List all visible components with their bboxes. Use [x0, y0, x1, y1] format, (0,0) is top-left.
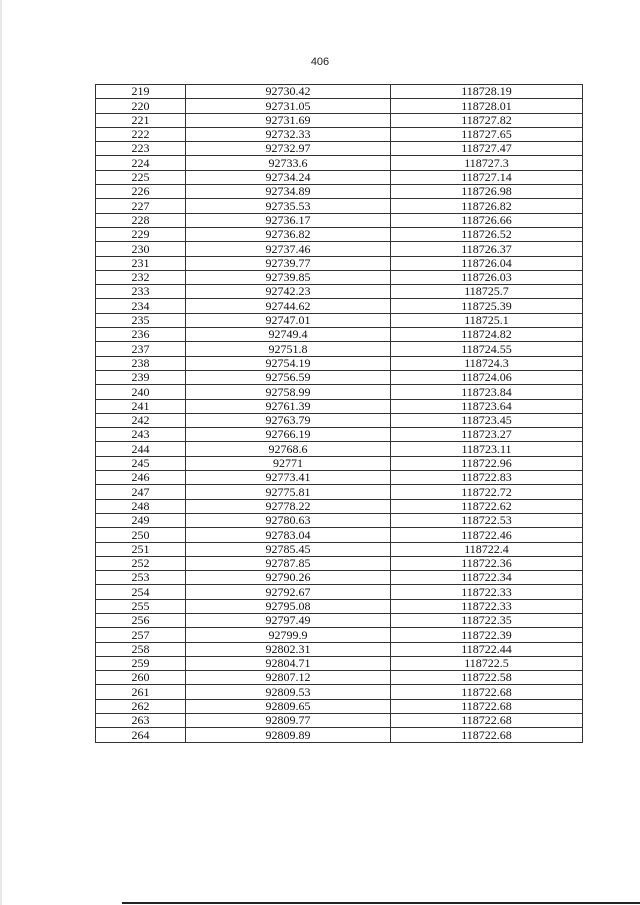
x-coordinate-cell: 92802.31	[186, 642, 391, 656]
table-row	[96, 628, 583, 642]
point-id-cell: 226	[96, 185, 186, 199]
x-coordinate-cell: 92731.05	[186, 99, 391, 113]
table-row	[96, 485, 583, 499]
y-coordinate-cell: 118726.04	[391, 256, 583, 270]
table-row	[96, 185, 583, 199]
y-coordinate-cell: 118726.52	[391, 227, 583, 241]
table-row	[96, 285, 583, 299]
x-coordinate-cell: 92792.67	[186, 585, 391, 599]
table-row	[96, 342, 583, 356]
table-row	[96, 227, 583, 241]
table-row	[96, 399, 583, 413]
x-coordinate-cell: 92732.97	[186, 142, 391, 156]
point-id-cell: 256	[96, 613, 186, 627]
point-id-cell: 261	[96, 685, 186, 699]
table-row	[96, 313, 583, 327]
y-coordinate-cell: 118724.06	[391, 370, 583, 384]
x-coordinate-cell: 92778.22	[186, 499, 391, 513]
point-id-cell: 219	[96, 85, 186, 99]
point-id-cell: 254	[96, 585, 186, 599]
point-id-cell: 238	[96, 356, 186, 370]
point-id-cell: 241	[96, 399, 186, 413]
table-row	[96, 99, 583, 113]
y-coordinate-cell: 118722.68	[391, 699, 583, 713]
point-id-cell: 253	[96, 571, 186, 585]
bottom-rule	[122, 902, 640, 904]
point-id-cell: 249	[96, 513, 186, 527]
x-coordinate-cell: 92731.69	[186, 113, 391, 127]
y-coordinate-cell: 118726.03	[391, 270, 583, 284]
point-id-cell: 233	[96, 285, 186, 299]
y-coordinate-cell: 118727.65	[391, 127, 583, 141]
y-coordinate-cell: 118725.7	[391, 285, 583, 299]
point-id-cell: 264	[96, 728, 186, 742]
table-row	[96, 499, 583, 513]
table-row	[96, 428, 583, 442]
y-coordinate-cell: 118722.46	[391, 528, 583, 542]
point-id-cell: 242	[96, 413, 186, 427]
y-coordinate-cell: 118725.39	[391, 299, 583, 313]
point-id-cell: 252	[96, 556, 186, 570]
x-coordinate-cell: 92754.19	[186, 356, 391, 370]
point-id-cell: 234	[96, 299, 186, 313]
y-coordinate-cell: 118723.84	[391, 385, 583, 399]
x-coordinate-cell: 92809.77	[186, 714, 391, 728]
point-id-cell: 259	[96, 656, 186, 670]
table-row	[96, 671, 583, 685]
table-row	[96, 328, 583, 342]
x-coordinate-cell: 92739.77	[186, 256, 391, 270]
point-id-cell: 263	[96, 714, 186, 728]
y-coordinate-cell: 118723.45	[391, 413, 583, 427]
y-coordinate-cell: 118727.47	[391, 142, 583, 156]
point-id-cell: 262	[96, 699, 186, 713]
table-row	[96, 542, 583, 556]
y-coordinate-cell: 118722.33	[391, 585, 583, 599]
point-id-cell: 258	[96, 642, 186, 656]
y-coordinate-cell: 118722.68	[391, 685, 583, 699]
table-row	[96, 699, 583, 713]
table-row	[96, 142, 583, 156]
y-coordinate-cell: 118722.68	[391, 728, 583, 742]
point-id-cell: 251	[96, 542, 186, 556]
y-coordinate-cell: 118722.5	[391, 656, 583, 670]
y-coordinate-cell: 118725.1	[391, 313, 583, 327]
y-coordinate-cell: 118727.3	[391, 156, 583, 170]
point-id-cell: 245	[96, 456, 186, 470]
point-id-cell: 228	[96, 213, 186, 227]
x-coordinate-cell: 92799.9	[186, 628, 391, 642]
y-coordinate-cell: 118723.27	[391, 428, 583, 442]
table-row	[96, 685, 583, 699]
x-coordinate-cell: 92783.04	[186, 528, 391, 542]
table-row	[96, 256, 583, 270]
x-coordinate-cell: 92736.17	[186, 213, 391, 227]
scan-edge	[0, 0, 2, 905]
coordinate-table-body	[96, 85, 583, 743]
x-coordinate-cell: 92737.46	[186, 242, 391, 256]
y-coordinate-cell: 118728.01	[391, 99, 583, 113]
y-coordinate-cell: 118726.82	[391, 199, 583, 213]
point-id-cell: 257	[96, 628, 186, 642]
x-coordinate-cell: 92795.08	[186, 599, 391, 613]
point-id-cell: 229	[96, 227, 186, 241]
table-row	[96, 156, 583, 170]
x-coordinate-cell: 92734.24	[186, 170, 391, 184]
point-id-cell: 246	[96, 471, 186, 485]
page-number: 406	[310, 56, 330, 68]
table-row	[96, 85, 583, 99]
table-row	[96, 642, 583, 656]
point-id-cell: 255	[96, 599, 186, 613]
x-coordinate-cell: 92809.53	[186, 685, 391, 699]
x-coordinate-cell: 92787.85	[186, 556, 391, 570]
x-coordinate-cell: 92735.53	[186, 199, 391, 213]
table-row	[96, 471, 583, 485]
table-row	[96, 728, 583, 742]
table-row	[96, 442, 583, 456]
y-coordinate-cell: 118722.33	[391, 599, 583, 613]
y-coordinate-cell: 118722.36	[391, 556, 583, 570]
point-id-cell: 243	[96, 428, 186, 442]
point-id-cell: 244	[96, 442, 186, 456]
x-coordinate-cell: 92733.6	[186, 156, 391, 170]
table-row	[96, 170, 583, 184]
x-coordinate-cell: 92749.4	[186, 328, 391, 342]
x-coordinate-cell: 92761.39	[186, 399, 391, 413]
point-id-cell: 223	[96, 142, 186, 156]
table-row	[96, 299, 583, 313]
table-row	[96, 528, 583, 542]
x-coordinate-cell: 92756.59	[186, 370, 391, 384]
y-coordinate-cell: 118727.82	[391, 113, 583, 127]
x-coordinate-cell: 92771	[186, 456, 391, 470]
y-coordinate-cell: 118727.14	[391, 170, 583, 184]
table-row	[96, 370, 583, 384]
table-row	[96, 413, 583, 427]
x-coordinate-cell: 92797.49	[186, 613, 391, 627]
table-row	[96, 385, 583, 399]
point-id-cell: 236	[96, 328, 186, 342]
table-row	[96, 556, 583, 570]
y-coordinate-cell: 118722.39	[391, 628, 583, 642]
table-row	[96, 213, 583, 227]
x-coordinate-cell: 92790.26	[186, 571, 391, 585]
x-coordinate-cell: 92758.99	[186, 385, 391, 399]
table-row	[96, 613, 583, 627]
y-coordinate-cell: 118724.3	[391, 356, 583, 370]
table-row	[96, 599, 583, 613]
y-coordinate-cell: 118724.55	[391, 342, 583, 356]
x-coordinate-cell: 92807.12	[186, 671, 391, 685]
x-coordinate-cell: 92744.62	[186, 299, 391, 313]
point-id-cell: 221	[96, 113, 186, 127]
x-coordinate-cell: 92739.85	[186, 270, 391, 284]
table-row	[96, 714, 583, 728]
y-coordinate-cell: 118722.4	[391, 542, 583, 556]
table-row	[96, 456, 583, 470]
point-id-cell: 240	[96, 385, 186, 399]
y-coordinate-cell: 118722.34	[391, 571, 583, 585]
x-coordinate-cell: 92734.89	[186, 185, 391, 199]
x-coordinate-cell: 92747.01	[186, 313, 391, 327]
point-id-cell: 235	[96, 313, 186, 327]
x-coordinate-cell: 92775.81	[186, 485, 391, 499]
table-row	[96, 199, 583, 213]
y-coordinate-cell: 118724.82	[391, 328, 583, 342]
x-coordinate-cell: 92768.6	[186, 442, 391, 456]
table-row	[96, 513, 583, 527]
point-id-cell: 239	[96, 370, 186, 384]
point-id-cell: 222	[96, 127, 186, 141]
x-coordinate-cell: 92763.79	[186, 413, 391, 427]
y-coordinate-cell: 118726.66	[391, 213, 583, 227]
y-coordinate-cell: 118723.64	[391, 399, 583, 413]
y-coordinate-cell: 118726.37	[391, 242, 583, 256]
y-coordinate-cell: 118722.35	[391, 613, 583, 627]
table-row	[96, 242, 583, 256]
y-coordinate-cell: 118722.68	[391, 714, 583, 728]
x-coordinate-cell: 92773.41	[186, 471, 391, 485]
x-coordinate-cell: 92751.8	[186, 342, 391, 356]
y-coordinate-cell: 118722.72	[391, 485, 583, 499]
table-row	[96, 127, 583, 141]
y-coordinate-cell: 118722.62	[391, 499, 583, 513]
x-coordinate-cell: 92736.82	[186, 227, 391, 241]
x-coordinate-cell: 92809.89	[186, 728, 391, 742]
y-coordinate-cell: 118726.98	[391, 185, 583, 199]
x-coordinate-cell: 92780.63	[186, 513, 391, 527]
x-coordinate-cell: 92730.42	[186, 85, 391, 99]
y-coordinate-cell: 118722.83	[391, 471, 583, 485]
x-coordinate-cell: 92785.45	[186, 542, 391, 556]
point-id-cell: 225	[96, 170, 186, 184]
coordinate-table	[95, 84, 583, 743]
point-id-cell: 247	[96, 485, 186, 499]
point-id-cell: 231	[96, 256, 186, 270]
table-row	[96, 113, 583, 127]
point-id-cell: 232	[96, 270, 186, 284]
point-id-cell: 220	[96, 99, 186, 113]
y-coordinate-cell: 118722.44	[391, 642, 583, 656]
table-row	[96, 356, 583, 370]
point-id-cell: 250	[96, 528, 186, 542]
x-coordinate-cell: 92766.19	[186, 428, 391, 442]
table-row	[96, 585, 583, 599]
y-coordinate-cell: 118722.58	[391, 671, 583, 685]
x-coordinate-cell: 92732.33	[186, 127, 391, 141]
y-coordinate-cell: 118728.19	[391, 85, 583, 99]
point-id-cell: 248	[96, 499, 186, 513]
table-row	[96, 270, 583, 284]
point-id-cell: 230	[96, 242, 186, 256]
x-coordinate-cell: 92804.71	[186, 656, 391, 670]
x-coordinate-cell: 92809.65	[186, 699, 391, 713]
y-coordinate-cell: 118722.96	[391, 456, 583, 470]
table-row	[96, 571, 583, 585]
point-id-cell: 260	[96, 671, 186, 685]
point-id-cell: 227	[96, 199, 186, 213]
table-row	[96, 656, 583, 670]
y-coordinate-cell: 118723.11	[391, 442, 583, 456]
point-id-cell: 224	[96, 156, 186, 170]
y-coordinate-cell: 118722.53	[391, 513, 583, 527]
x-coordinate-cell: 92742.23	[186, 285, 391, 299]
point-id-cell: 237	[96, 342, 186, 356]
